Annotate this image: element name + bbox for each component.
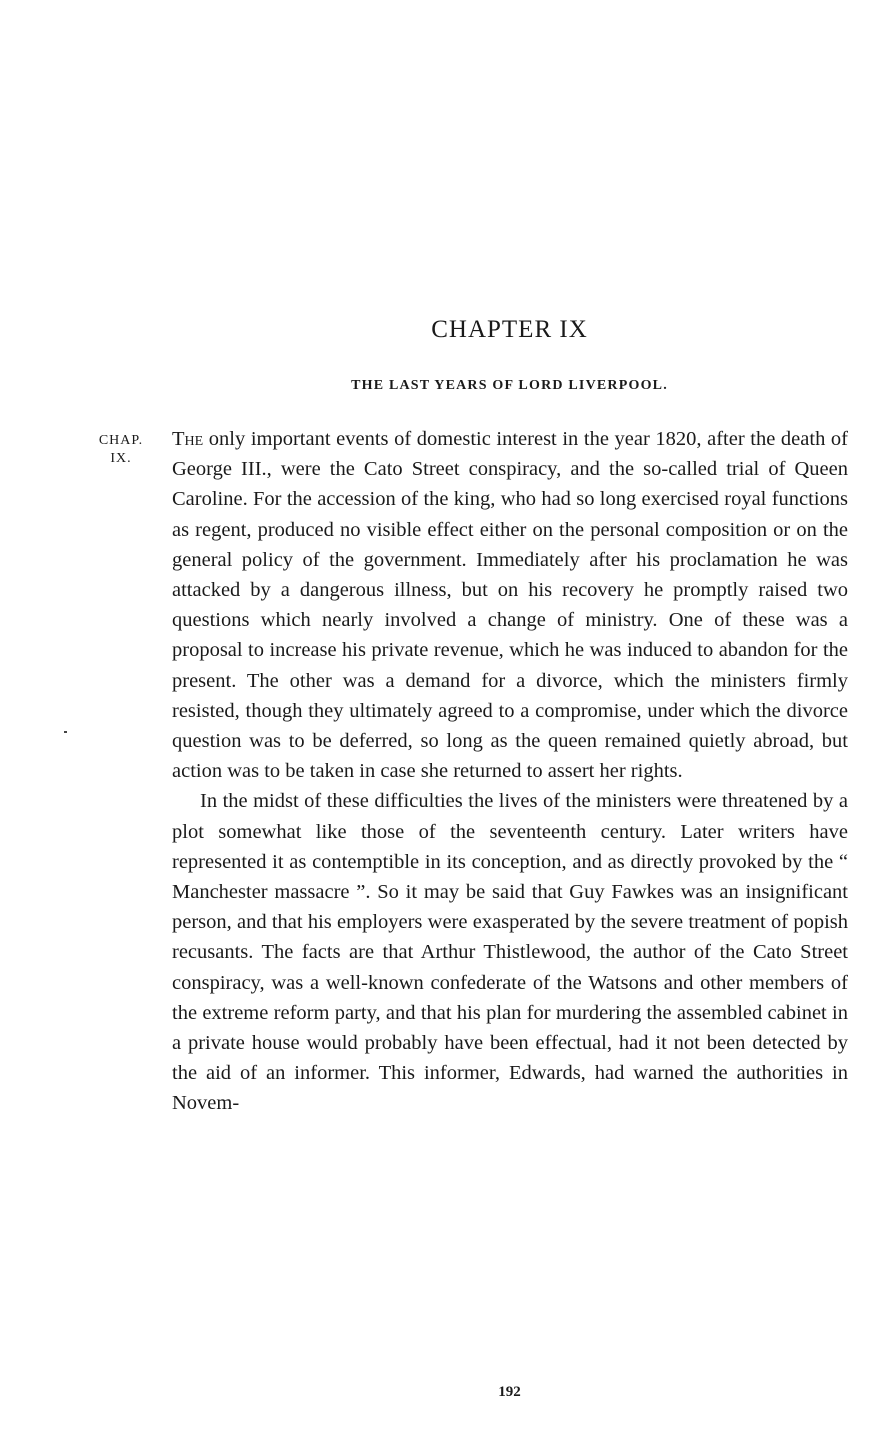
margin-note-number: IX.: [110, 451, 132, 466]
margin-note: [90, 432, 152, 468]
paragraph-2: [172, 786, 848, 1118]
paragraph-2-text: In the midst of these difficulties the lives of the ministers were threatened by a plot somewhat like those of the seventeenth century. Later writers have represented it as contemptible in its conception, and as directly provoked by the “ Manchester massacre ”. So it may be said that Guy Fawkes was an insignificant person, and that his employers were exasperated by the severe treatment of popish recusants. The facts are that Arthur Thistlewood, the author of the Cato Street conspiracy, was a well-known confederate of the Watsons and other members of the extreme reform party, and that his plan for murdering the assembled cabinet in a private house would probably have been effectual, had it not been detected by the aid of an informer. This informer, Edwards, had warned the authorities in Novem-: [172, 790, 848, 1115]
paragraph-1: [172, 424, 848, 786]
chapter-title: CHAPTER IX: [431, 316, 588, 343]
paragraph-lead: The: [172, 428, 204, 450]
page-number: 192: [498, 1384, 521, 1400]
chapter-subtitle: THE LAST YEARS OF LORD LIVERPOOL.: [351, 378, 668, 393]
margin-note-chap: CHAP.: [98, 433, 144, 448]
paragraph-1-text: only important events of domestic interest in the year 1820, after the death of George III., were the Cato Street conspiracy, and the so-called trial of Queen Caroline. For the accession of the king, who had so long exercised royal functions as regent, produced no visible effect either on the personal composition or on the general policy of the government. Immediately after his proclamation he was attacked by a dangerous illness, but on his recovery he promptly raised two questions which nearly involved a change of ministry. One of these was a proposal to increase his private revenue, which he was induced to abandon for the present. The other was a demand for a divorce, which the ministers firmly resisted, though they ultimately agreed to a compromise, under which the divorce question was to be deferred, so long as the queen remained quietly abroad, but action was to be taken in case she returned to assert her rights.: [172, 428, 848, 783]
stray-mark: [64, 731, 67, 733]
body-text: [172, 424, 848, 1119]
